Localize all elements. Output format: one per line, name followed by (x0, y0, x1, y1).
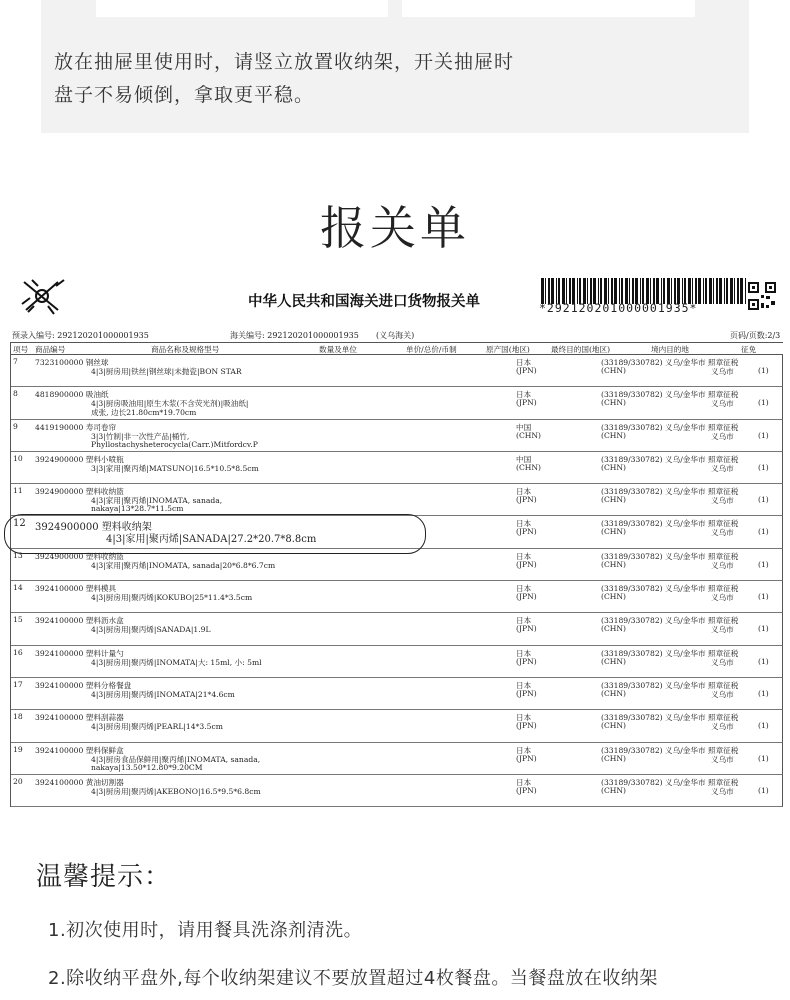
table-row (11, 613, 783, 645)
row-region2: 义乌市 (711, 689, 734, 699)
row-line1: 3924100000 塑料保鲜盒 (35, 745, 124, 755)
row-region: (33189/330782) 义乌/金华市 照章征税 (601, 616, 739, 626)
row-origin-code: (CHN) (516, 430, 542, 440)
description-text (54, 46, 674, 112)
row-line2: 4|3|厨房用|铁丝|钢丝球|未抛瓷|BON STAR (91, 367, 242, 376)
row-tax: (1) (758, 753, 769, 763)
row-origin-code: (JPN) (516, 753, 537, 763)
row-region: (33189/330782) 义乌/金华市 照章征税 (601, 648, 739, 658)
row-dest-code: (CHN) (601, 592, 627, 602)
row-origin-code: (JPN) (516, 495, 537, 505)
row-tax: (1) (758, 721, 769, 731)
row-dest-code: (CHN) (601, 366, 627, 375)
row-line2: 4|3|家用|聚丙烯|SANADA|27.2*20.7*8.8cm (106, 534, 317, 546)
row-region2: 义乌市 (711, 786, 734, 796)
description-line-1: 放在抽屉里使用时，请竖立放置收纳架，开关抽屉时 (54, 51, 515, 73)
row-line2: 3|3|竹制|非一次性产品|桶竹, (91, 431, 190, 441)
row-origin: 日本 (516, 487, 532, 497)
row-origin-code: (JPN) (516, 656, 537, 666)
row-region2: 义乌市 (711, 560, 734, 570)
row-origin: 日本 (516, 616, 532, 626)
row-idx: 13 (13, 550, 23, 560)
row-region2: 义乌市 (711, 367, 734, 376)
row-line2: 4|3|厨房食品保鲜用|聚丙烯|INOMATA, sanada, (91, 754, 261, 764)
row-region2: 义乌市 (711, 625, 734, 635)
row-dest-code: (CHN) (601, 753, 627, 763)
customs-number: 海关编号: 292120201000001935 (230, 331, 359, 340)
row-line2: 4|3|厨房用|聚丙烯|KOKUBO|25*11.4*3.5cm (91, 593, 253, 603)
row-origin: 日本 (516, 745, 532, 755)
row-region2: 义乌市 (711, 431, 734, 441)
row-origin: 日本 (516, 680, 532, 690)
row-dest-code: (CHN) (601, 656, 627, 666)
row-idx: 12 (13, 518, 26, 530)
row-origin-code: (JPN) (516, 527, 537, 537)
row-dest-code: (CHN) (601, 785, 627, 795)
row-origin-code: (JPN) (516, 785, 537, 795)
row-line3: 成张, 边长21.80cm*19.70cm (91, 408, 197, 418)
row-region2: 义乌市 (711, 463, 734, 473)
row-line3: Phyllostachysheterocycla(Carr.)Mitfordcv.P (91, 439, 258, 449)
row-origin: 日本 (516, 390, 532, 400)
row-region: (33189/330782) 义乌/金华市 照章征税 (601, 551, 739, 561)
row-line1: 3924100000 塑料刮蒜器 (35, 713, 124, 723)
row-region: (33189/330782) 义乌/金华市 照章征税 (601, 680, 739, 690)
row-origin-code: (JPN) (516, 592, 537, 602)
page-info: 页码/页数:2/3 (730, 331, 781, 340)
row-region: (33189/330782) 义乌/金华市 照章征税 (601, 745, 739, 755)
row-region2: 义乌市 (711, 657, 734, 667)
table-header (11, 343, 783, 355)
row-region: (33189/330782) 义乌/金华市 照章征税 (601, 713, 739, 723)
barcode-number: *292120201000001935* (539, 301, 698, 315)
header-cell: 项号 (13, 345, 29, 354)
header-cell: 单价/总价/币制 (406, 345, 457, 354)
row-line1: 4818900000 吸油纸 (35, 390, 109, 400)
row-origin-code: (CHN) (516, 462, 542, 472)
table-row (11, 355, 783, 387)
row-tax: (1) (758, 366, 769, 375)
customs-office: (义乌海关) (376, 331, 415, 340)
row-region2: 义乌市 (711, 496, 734, 506)
row-region2: 义乌市 (711, 399, 734, 409)
row-origin-code: (JPN) (516, 624, 537, 634)
row-origin: 日本 (516, 551, 532, 561)
pre-entry-number: 预录入编号: 292120201000001935 (12, 331, 149, 340)
header-cell: 境内目的地 (651, 345, 689, 354)
row-line1: 3924100000 塑料沥水盒 (35, 616, 124, 626)
row-line1: 4419190000 寿司卷帘 (35, 422, 117, 432)
row-origin: 日本 (516, 777, 532, 787)
header-cell: 商品编号 (35, 345, 66, 354)
row-line1: 3924900000 塑料收纳架 (35, 522, 152, 534)
row-region: (33189/330782) 义乌/金华市 照章征税 (601, 358, 739, 367)
row-line1: 3924900000 塑料小喷瓶 (35, 454, 124, 464)
row-line1: 3924100000 塑料分格餐盘 (35, 680, 132, 690)
row-line2: 4|3|厨房用|聚丙烯|INOMATA|21*4.6cm (91, 689, 235, 699)
row-tax: (1) (758, 495, 769, 505)
tip-item-1: 1.初次使用时，请用餐具洗涤剂清洗。 (48, 920, 363, 941)
row-region: (33189/330782) 义乌/金华市 照章征税 (601, 584, 739, 594)
row-line2: 4|3|厨房用|聚丙烯|SANADA|1.9L (91, 625, 211, 635)
row-line2: 4|3|厨房吸油用|原生木浆(不含荧光剂)|吸油纸| (91, 399, 249, 409)
row-origin-code: (JPN) (516, 398, 537, 408)
row-tax: (1) (758, 527, 769, 537)
row-region: (33189/330782) 义乌/金华市 照章征税 (601, 390, 739, 400)
table-row (11, 678, 783, 710)
row-idx: 16 (13, 647, 23, 657)
row-idx: 17 (13, 679, 23, 689)
row-idx: 19 (13, 744, 23, 754)
form-title: 中华人民共和国海关进口货物报关单 (248, 294, 480, 310)
row-line2: 4|3|厨房用|聚丙烯|INOMATA|大: 15ml, 小: 5ml (91, 657, 262, 667)
table-row (11, 484, 783, 516)
row-tax: (1) (758, 688, 769, 698)
row-line1: 3924100000 塑料模具 (35, 584, 117, 594)
customs-declaration-form (8, 266, 782, 816)
row-idx: 20 (13, 776, 23, 786)
table-row (11, 452, 783, 484)
customs-emblem-icon (18, 276, 68, 316)
row-dest-code: (CHN) (601, 495, 627, 505)
table-row (11, 581, 783, 613)
row-dest-code: (CHN) (601, 430, 627, 440)
row-idx: 15 (13, 615, 23, 625)
row-tax: (1) (758, 462, 769, 472)
row-line2: 3|3|家用|聚丙烯|MATSUNO|16.5*10.5*8.5cm (91, 463, 259, 473)
table-row (11, 387, 783, 419)
row-region2: 义乌市 (711, 722, 734, 732)
row-region2: 义乌市 (711, 754, 734, 764)
header-cell: 原产国(地区) (486, 345, 530, 354)
row-origin: 日本 (516, 713, 532, 723)
row-line1: 3924900000 塑料收纳篮 (35, 551, 124, 561)
row-idx: 18 (13, 712, 23, 722)
row-dest-code: (CHN) (601, 688, 627, 698)
row-dest-code: (CHN) (601, 624, 627, 634)
row-idx: 9 (13, 421, 18, 431)
row-line1: 7323100000 钢丝球 (35, 358, 109, 367)
qr-code-icon (748, 282, 776, 310)
header-cell: 商品名称及规格型号 (151, 345, 220, 354)
section-title: 报关单 (320, 201, 470, 255)
row-line2: 4|3|家用|聚丙烯|INOMATA, sanada, (91, 496, 223, 506)
row-region2: 义乌市 (711, 593, 734, 603)
row-line1: 3924100000 黄油切割器 (35, 777, 124, 787)
row-dest-code: (CHN) (601, 559, 627, 569)
row-idx: 10 (13, 453, 23, 463)
row-line1: 3924900000 塑料收纳篮 (35, 487, 124, 497)
row-origin-code: (JPN) (516, 721, 537, 731)
row-idx: 7 (13, 357, 18, 366)
row-origin: 日本 (516, 358, 532, 367)
row-region: (33189/330782) 义乌/金华市 照章征税 (601, 422, 739, 432)
row-region: (33189/330782) 义乌/金华市 照章征税 (601, 487, 739, 497)
header-cell: 数量及单位 (319, 345, 357, 354)
row-region: (33189/330782) 义乌/金华市 照章征税 (601, 454, 739, 464)
row-dest-code: (CHN) (601, 527, 627, 537)
row-origin: 日本 (516, 648, 532, 658)
tips-title: 温馨提示： (36, 862, 172, 892)
row-tax: (1) (758, 559, 769, 569)
row-tax: (1) (758, 656, 769, 666)
row-idx: 8 (13, 389, 18, 399)
row-origin: 中国 (516, 454, 532, 464)
image-card-left (96, 0, 388, 17)
highlight-oval (4, 514, 426, 554)
row-dest-code: (CHN) (601, 398, 627, 408)
row-line3: nakaya|13.50*12.80*9.20CM (91, 762, 203, 772)
row-line1: 3924100000 塑料计量勺 (35, 648, 124, 658)
row-tax: (1) (758, 785, 769, 795)
goods-table (10, 342, 783, 807)
tip-item-2: 2.除收纳平盘外,每个收纳架建议不要放置超过4枚餐盘。当餐盘放在收纳架 (48, 968, 658, 989)
row-idx: 11 (13, 486, 23, 496)
row-dest-code: (CHN) (601, 721, 627, 731)
row-tax: (1) (758, 430, 769, 440)
row-line2: 4|3|厨房用|聚丙烯|AKEBONO|16.5*9.5*6.8cm (91, 786, 261, 796)
row-origin: 日本 (516, 519, 532, 529)
row-tax: (1) (758, 624, 769, 634)
header-cell: 最终目的国(地区) (551, 345, 611, 354)
row-line2: 4|3|厨房用|聚丙烯|PEARL|14*3.5cm (91, 722, 223, 732)
table-row (11, 420, 783, 452)
row-origin-code: (JPN) (516, 559, 537, 569)
row-line2: 4|3|家用|聚丙烯|INOMATA, sanada|20*6.8*6.7cm (91, 560, 276, 570)
row-tax: (1) (758, 398, 769, 408)
table-row (11, 646, 783, 678)
table-row (11, 743, 783, 775)
row-origin-code: (JPN) (516, 366, 537, 375)
row-dest-code: (CHN) (601, 462, 627, 472)
row-region: (33189/330782) 义乌/金华市 照章征税 (601, 519, 739, 529)
row-region2: 义乌市 (711, 528, 734, 538)
table-row (11, 710, 783, 742)
row-region: (33189/330782) 义乌/金华市 照章征税 (601, 777, 739, 787)
header-cell: 征免 (741, 345, 757, 354)
row-tax: (1) (758, 592, 769, 602)
row-origin-code: (JPN) (516, 688, 537, 698)
image-card-right (402, 0, 695, 17)
row-origin: 日本 (516, 584, 532, 594)
row-line3: nakaya|13*28.7*11.5cm (91, 504, 184, 514)
row-idx: 14 (13, 583, 23, 593)
description-line-2: 盘子不易倾倒，拿取更平稳。 (54, 84, 315, 106)
row-origin: 中国 (516, 422, 532, 432)
table-row (11, 775, 783, 807)
